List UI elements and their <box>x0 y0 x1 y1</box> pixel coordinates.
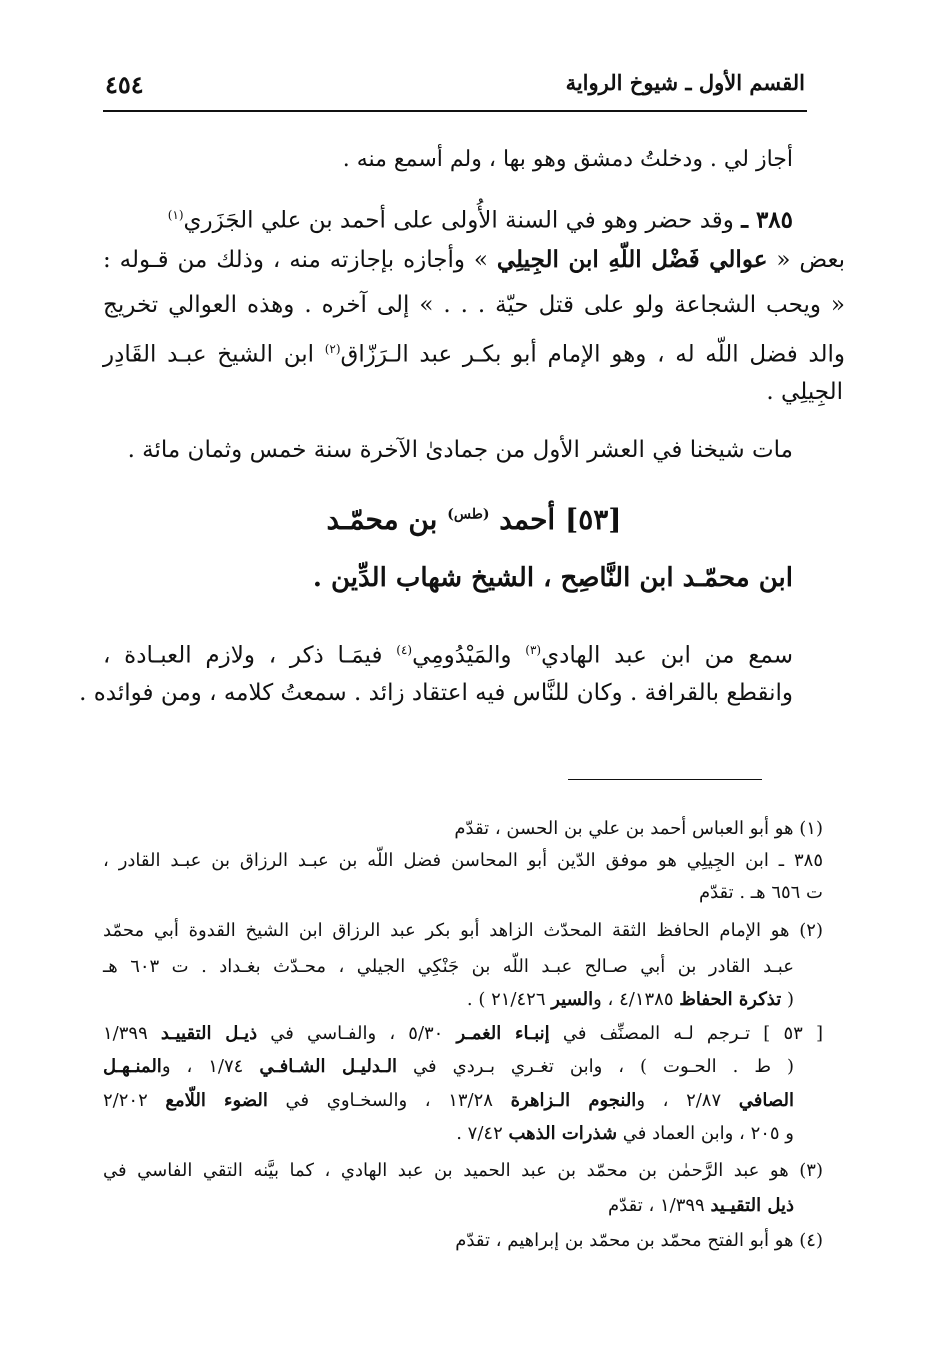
entry-53-line-1: سمع من ابن عبد الهادي$^{(٣)}$ والمَيْدُومِي$^{(٤)}$ فيمَـا ذكر ، ولازم العبـادة ، <box>103 642 793 669</box>
entry-number: ٣٨٥ ـ <box>741 206 793 234</box>
footnote-2-line-1: (٢) هو الإمام الحافظ الثقة المحدّث الزاهد أبو بكر عبد الرزاق ابن الشيخ القدوة أبي محمّد <box>103 920 823 941</box>
entry-subheading: ابن محمّـد ابن النَّاصِح ، الشيخ شهاب الدِّين . <box>312 563 793 593</box>
running-title: القسم الأول ـ شيوخ الرواية <box>565 70 805 95</box>
footnote-ref: (١) <box>167 208 184 222</box>
footnote-53-line-3: الصافي ٢/٨٧ ، والنجوم الـزاهرة ١٣/٢٨ ، والسخـاوي في الضوء اللّامع ٢/٢٠٢ <box>103 1090 794 1111</box>
entry-385-line-5: الجِيلِي . <box>766 379 843 405</box>
entry-heading: [٥٣] أحمد $^{(طس)}$ بن محمّـد <box>326 503 622 536</box>
footnote-2-line-2: عبـد القادر بن أبي صـالح عبـد اللّه بن جَنْكِي الجيلي ، محـدّث بغـداد . ت ٦٠٣ هـ <box>103 956 794 977</box>
page-header <box>105 70 805 106</box>
entry-385-line-1: ٣٨٥ ـ وقد حضر وهو في السنة الأُولى على أحمد بن علي الجَزَري$^{(١)}$ <box>167 206 793 234</box>
footnote-3-line-1: (٣) هو عبد الرَّحمٰن بن محمّد بن عبد الحميد بن عبد الهادي ، كما بيَّنه التقي الفاسي في <box>103 1160 823 1181</box>
entry-385-line-3: « ويحب الشجاعة ولو على قتل حيّة . . . » إلى آخره . وهذه العوالي تخريج <box>103 292 845 318</box>
footnote-ref: (٣) <box>525 643 542 657</box>
entry-53-line-2: وانقطع بالقرافة . وكان للنَّاس فيه اعتقاد زائد . سمعتُ كلامه ، ومن فوائده . <box>79 680 793 706</box>
footnote-ref: (٤) <box>396 643 413 657</box>
siglum: (طس) <box>447 506 490 523</box>
footnote-53-line-1: [ ٥٣ ] تـرجم لـه المصنِّف في إنبـاء الغمـر ٥/٣٠ ، والفـاسي في ذيـل التقييـد ١/٣٩٩ <box>103 1023 823 1044</box>
footnote-4-line-1: (٤) هو أبو الفتح محمّد بن محمّد بن إبراهيم ، تقدّم <box>455 1230 823 1251</box>
death-note: مات شيخنا في العشر الأول من جمادىٰ الآخرة سنة خمس وثمان مائة . <box>127 437 793 463</box>
footnote-1-line-3: ت ٦٥٦ هـ . تقدّم <box>698 882 823 903</box>
entry-385-line-4: والد فضل اللّه له ، وهو الإمام أبو بكـر عبد الـرَزّاق$^{(٢)}$ ابن الشيخ عبـد القَادِر <box>103 341 845 368</box>
book-title: عوالي فَضْل اللّهِ ابن الجِيلِي <box>496 246 768 273</box>
entry-385-line-2: بعض « عوالي فَضْل اللّهِ ابن الجِيلِي » وأجازه بإجازته منه ، وذلك من قـوله : <box>103 246 845 273</box>
footnote-53-line-2: ( ط . الحـوت ) ، وابن تغـري بـردي في الـدليـل الشـافـي ١/٧٤ ، والمنـهـل <box>103 1056 794 1077</box>
footnote-1-line-2: ٣٨٥ ـ ابن الجِيلِي هو موفق الدّين أبو المحاسن فضل اللّه بن عبـد الرزاق بن عبـد القادر ، <box>103 850 823 871</box>
footnote-separator <box>568 779 762 780</box>
text-line: أجاز لي . ودخلتُ دمشق وهو بها ، ولم أسمع منه . <box>342 147 793 172</box>
footnote-3-line-2: ذيل التقيـيد ١/٣٩٩ ، تقدّم <box>608 1195 794 1216</box>
footnote-53-line-4: و ٢٠٥ ، وابن العماد في شذرات الذهب ٧/٤٢ . <box>456 1123 794 1144</box>
header-rule <box>103 110 807 112</box>
footnote-2-line-3: ( تذكرة الحفاظ ٤/١٣٨٥ ، والسير ٢١/٤٢٦ ) . <box>466 989 794 1010</box>
footnote-1-line-1: (١) هو أبو العباس أحمد بن علي بن الحسن ، تقدّم <box>454 818 823 839</box>
footnote-ref: (٢) <box>324 342 341 356</box>
entry-heading-number: [٥٣] <box>564 503 622 536</box>
page-number: ٤٥٤ <box>105 70 144 99</box>
